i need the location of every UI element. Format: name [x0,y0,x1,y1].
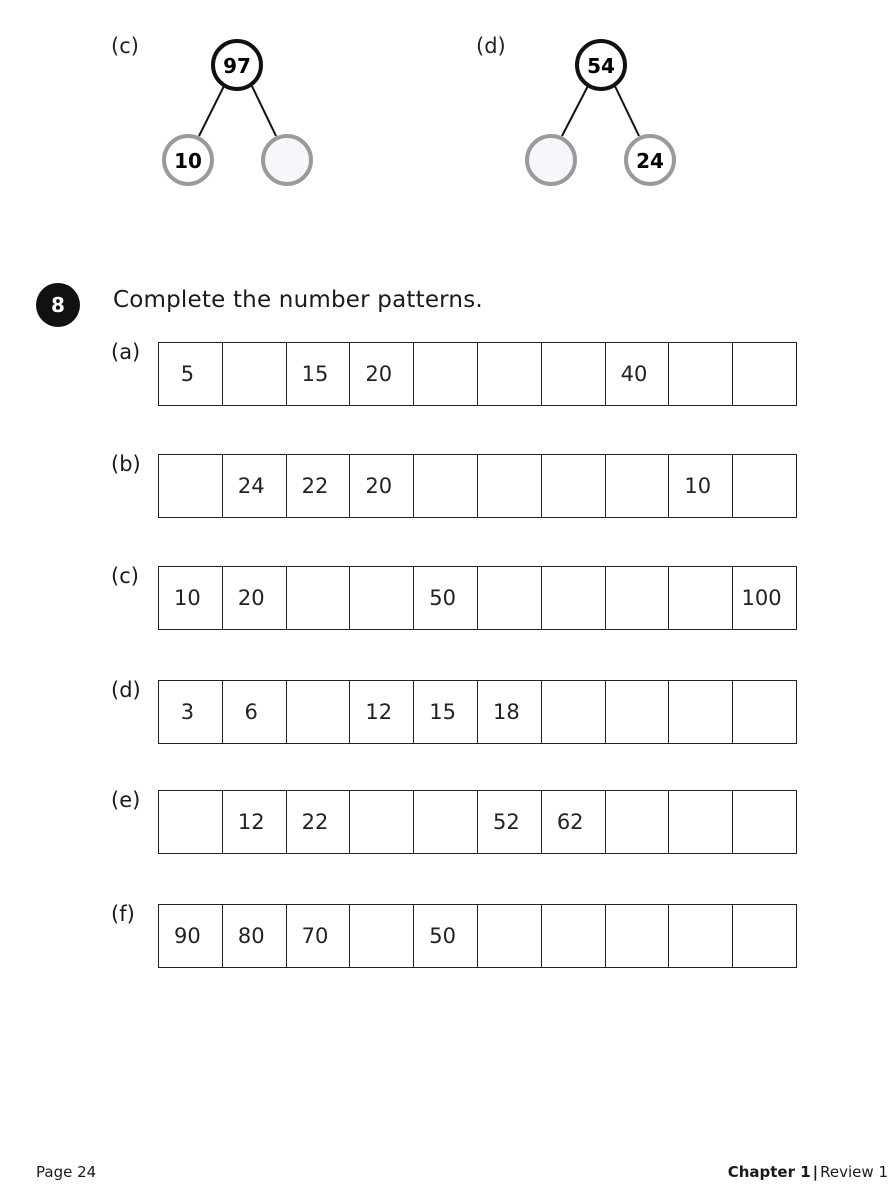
pattern-cell[interactable]: 18 [477,681,541,743]
pattern-cell[interactable] [668,905,732,967]
pattern-cell[interactable] [668,567,732,629]
pattern-cell[interactable] [605,455,669,517]
pattern-cell[interactable]: 5 [180,362,195,386]
pattern-cell[interactable]: 10 [174,586,201,610]
bond-c-whole: 97 [223,54,251,78]
pattern-cell[interactable] [477,905,541,967]
question-number-badge: 8 [36,283,80,327]
pattern-cell[interactable]: 12 [222,791,286,853]
question-instruction: Complete the number patterns. [113,287,483,313]
pattern-cell[interactable] [349,905,413,967]
pattern-grid [158,790,797,854]
pattern-cell[interactable] [605,567,669,629]
page-number: Page 24 [36,1163,97,1181]
pattern-cell[interactable]: 40 [605,343,669,405]
pattern-cell[interactable] [541,567,605,629]
pattern-grid [158,680,797,744]
section-title: Review 1 [820,1163,888,1181]
pattern-grid [158,904,797,968]
pattern-cell[interactable] [413,343,477,405]
pattern-cell[interactable] [159,791,222,853]
pattern-cell[interactable] [605,681,669,743]
pattern-grid [158,454,797,518]
chapter-footer [728,1163,888,1181]
pattern-label: (b) [111,452,141,476]
pattern-cell[interactable] [605,905,669,967]
pattern-cell[interactable] [732,791,796,853]
pattern-cell[interactable] [413,455,477,517]
bond-c-part-left: 10 [174,149,202,173]
bond-c-part-right-circle[interactable] [263,136,311,184]
pattern-cell[interactable] [541,905,605,967]
pattern-label: (c) [111,564,139,588]
pattern-cell[interactable]: 70 [286,905,350,967]
pattern-cell[interactable] [732,681,796,743]
pattern-label: (e) [111,788,141,812]
pattern-label: (a) [111,340,141,364]
pattern-cell[interactable] [541,681,605,743]
pattern-cell[interactable] [286,567,350,629]
pattern-cell[interactable] [668,681,732,743]
pattern-cell[interactable] [477,343,541,405]
pattern-cell[interactable] [732,343,796,405]
bond-d-part-left-circle[interactable] [527,136,575,184]
pattern-cell[interactable]: 50 [413,567,477,629]
pattern-cell[interactable] [349,791,413,853]
bond-c-label: (c) [111,34,139,58]
pattern-cell[interactable]: 80 [222,905,286,967]
pattern-cell[interactable] [477,455,541,517]
pattern-cell[interactable]: 15 [413,681,477,743]
pattern-cell[interactable]: 10 [668,455,732,517]
pattern-cell[interactable]: 12 [349,681,413,743]
pattern-cell[interactable] [541,343,605,405]
pattern-cell[interactable] [732,455,796,517]
pattern-cell[interactable]: 100 [732,567,796,629]
pattern-cell[interactable]: 90 [174,924,201,948]
pattern-grid [158,342,797,406]
pattern-cell[interactable]: 6 [222,681,286,743]
pattern-cell[interactable]: 20 [222,567,286,629]
pattern-cell[interactable]: 15 [286,343,350,405]
pattern-cell[interactable] [286,681,350,743]
pattern-cell[interactable] [477,567,541,629]
pattern-cell[interactable] [668,791,732,853]
chapter-title: Chapter 1 [727,1163,811,1181]
bond-d-label: (d) [476,34,506,58]
pattern-cell[interactable] [732,905,796,967]
pattern-cell[interactable]: 20 [349,343,413,405]
pattern-cell[interactable]: 62 [541,791,605,853]
pattern-cell[interactable]: 52 [477,791,541,853]
pattern-cell[interactable]: 20 [349,455,413,517]
footer-divider: | [812,1163,819,1181]
pattern-cell[interactable] [668,343,732,405]
pattern-cell[interactable] [349,567,413,629]
pattern-cell[interactable]: 3 [180,700,195,724]
pattern-grid [158,566,797,630]
pattern-cell[interactable] [605,791,669,853]
pattern-cell[interactable]: 50 [413,905,477,967]
pattern-cell[interactable]: 22 [286,455,350,517]
pattern-cell[interactable] [413,791,477,853]
pattern-label: (f) [111,902,135,926]
pattern-cell[interactable]: 24 [222,455,286,517]
pattern-label: (d) [111,678,141,702]
pattern-cell[interactable]: 22 [286,791,350,853]
pattern-cell[interactable] [159,455,222,517]
bond-d-whole: 54 [587,54,615,78]
pattern-cell[interactable] [222,343,286,405]
bond-d-part-right: 24 [636,149,664,173]
number-bond-c [0,0,888,240]
pattern-cell[interactable] [541,455,605,517]
